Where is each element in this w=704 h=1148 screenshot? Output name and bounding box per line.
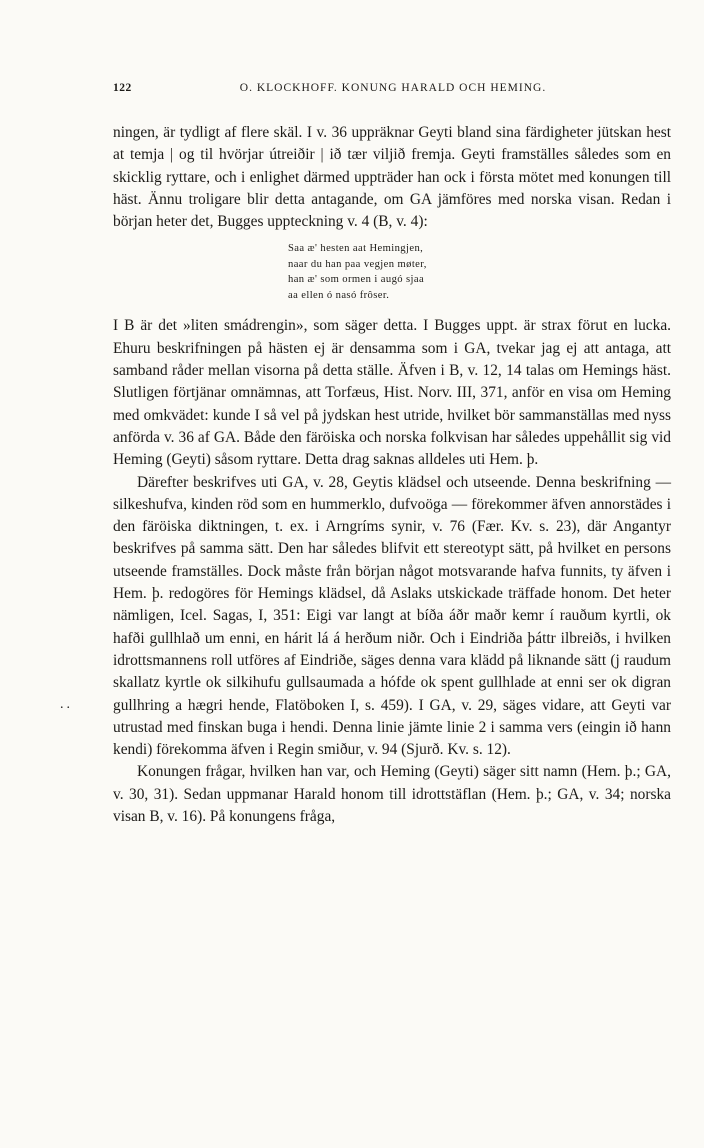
verse-line-2: naar du han paa vegjen møter, (288, 258, 427, 270)
body-text (113, 122, 671, 828)
paragraph-4: Konungen frågar, hvilken han var, och Heming (Geyti) säger sitt namn (Hem. þ.; GA, v. 30, 31). Sedan uppmanar Harald honom till idrottstäflan (Hem. þ.; GA, v. 34; norska visan B, v. 16). På konungens fråga, (113, 763, 671, 826)
margin-mark: .. (60, 697, 73, 712)
paragraph-1: ningen, är tydligt af flere skäl. I v. 36 uppräknar Geyti bland sina färdigheter jütskan hest at temja | og til hvörjar útreiðir | ið tær viljið fremja. Geyti framställes således som en skicklig ryttare, och i enlighet därmed uppträder han ock i första mötet med konungen till häst. Ännu troligare blir detta antagande, om GA jämföres med norska visan. Redan i början heter det, Bugges uppteckning v. 4 (B, v. 4): (113, 124, 671, 231)
verse-line-3: han æ' som ormen i augó sjaa (288, 274, 425, 286)
paragraph-3: Därefter beskrifves uti GA, v. 28, Geytis klädsel och utseende. Denna beskrifning — silkeshufva, kinden röd som en hummerklo, dufvoöga — förekommer äfven annorstädes i den färöiska diktningen, t. ex. i Arngríms synir, v. 76 (Fær. Kv. s. 23), där Angantyr beskrifves på samma sätt. Den har således blifvit ett stereotypt sätt, på hvilket en persons utseende framställes. Dock måste från början något motsvarande hafva funnits, ty äfven i Hem. þ. redogöres för Hemings klädsel, då Aslaks utskickade träffade honom. Det heter nämligen, Icel. Sagas, I, 351: Eigi var langt at bíða áðr maðr kemr í rauðum kyrtli, ok hafði gullhlað um enni, en hárit lá á herðum niðr. Och i Eindriða þáttr ilbreiðs, i hvilken idrottsmannens roll utföres af Eindriðe, säges denna vara klädd på liknande sätt (j raudum skallatz kyrtle ok silkihufu gullsaumada a hófde ok spent gullhlade at enni ser ok digran gullhring a hægri hende, Flatöboken I, s. 459). I GA, v. 29, säges vidare, att Geyti var utrustad med finskan buga i hendi. Denna linie jämte linie 2 i samma vers (eingin ið hann kendi) förekomma äfven i Regin smiður, v. 94 (Sjurð. Kv. s. 12). (113, 473, 671, 759)
verse-line-1: Saa æ' hesten aat Hemingjen, (288, 243, 424, 255)
page-header (113, 82, 671, 104)
page (113, 82, 671, 828)
paragraph-2: I B är det »liten smádrengin», som säger detta. I Bugges uppt. är strax förut en lucka. Ehuru beskrifningen på hästen ej är densamma som i GA, tvekar jag ej att antaga, att samband råder mellan visorna på detta ställe. Äfven i B, v. 12, 14 talas om Hemings häst. Slutligen förtjänar omnämnas, att Torfæus, Hist. Norv. III, 371, anför en visa om Heming med omkvädet: kunde I så vel på jydskan hest utride, hvilket bör sammanställas med nyss anförda v. 36 af GA. Både den färöiska och norska folkvisan har således uppehållit sig vid Heming (Geyti) såsom ryttare. Detta drag saknas alldeles uti Hem. þ. (113, 317, 671, 469)
running-title: O. KLOCKHOFF. KONUNG HARALD OCH HEMING. (239, 82, 547, 94)
verse-quote (288, 241, 671, 303)
verse-line-4: aa ellen ó nasó frôser. (288, 289, 390, 301)
page-number: 122 (113, 82, 132, 94)
